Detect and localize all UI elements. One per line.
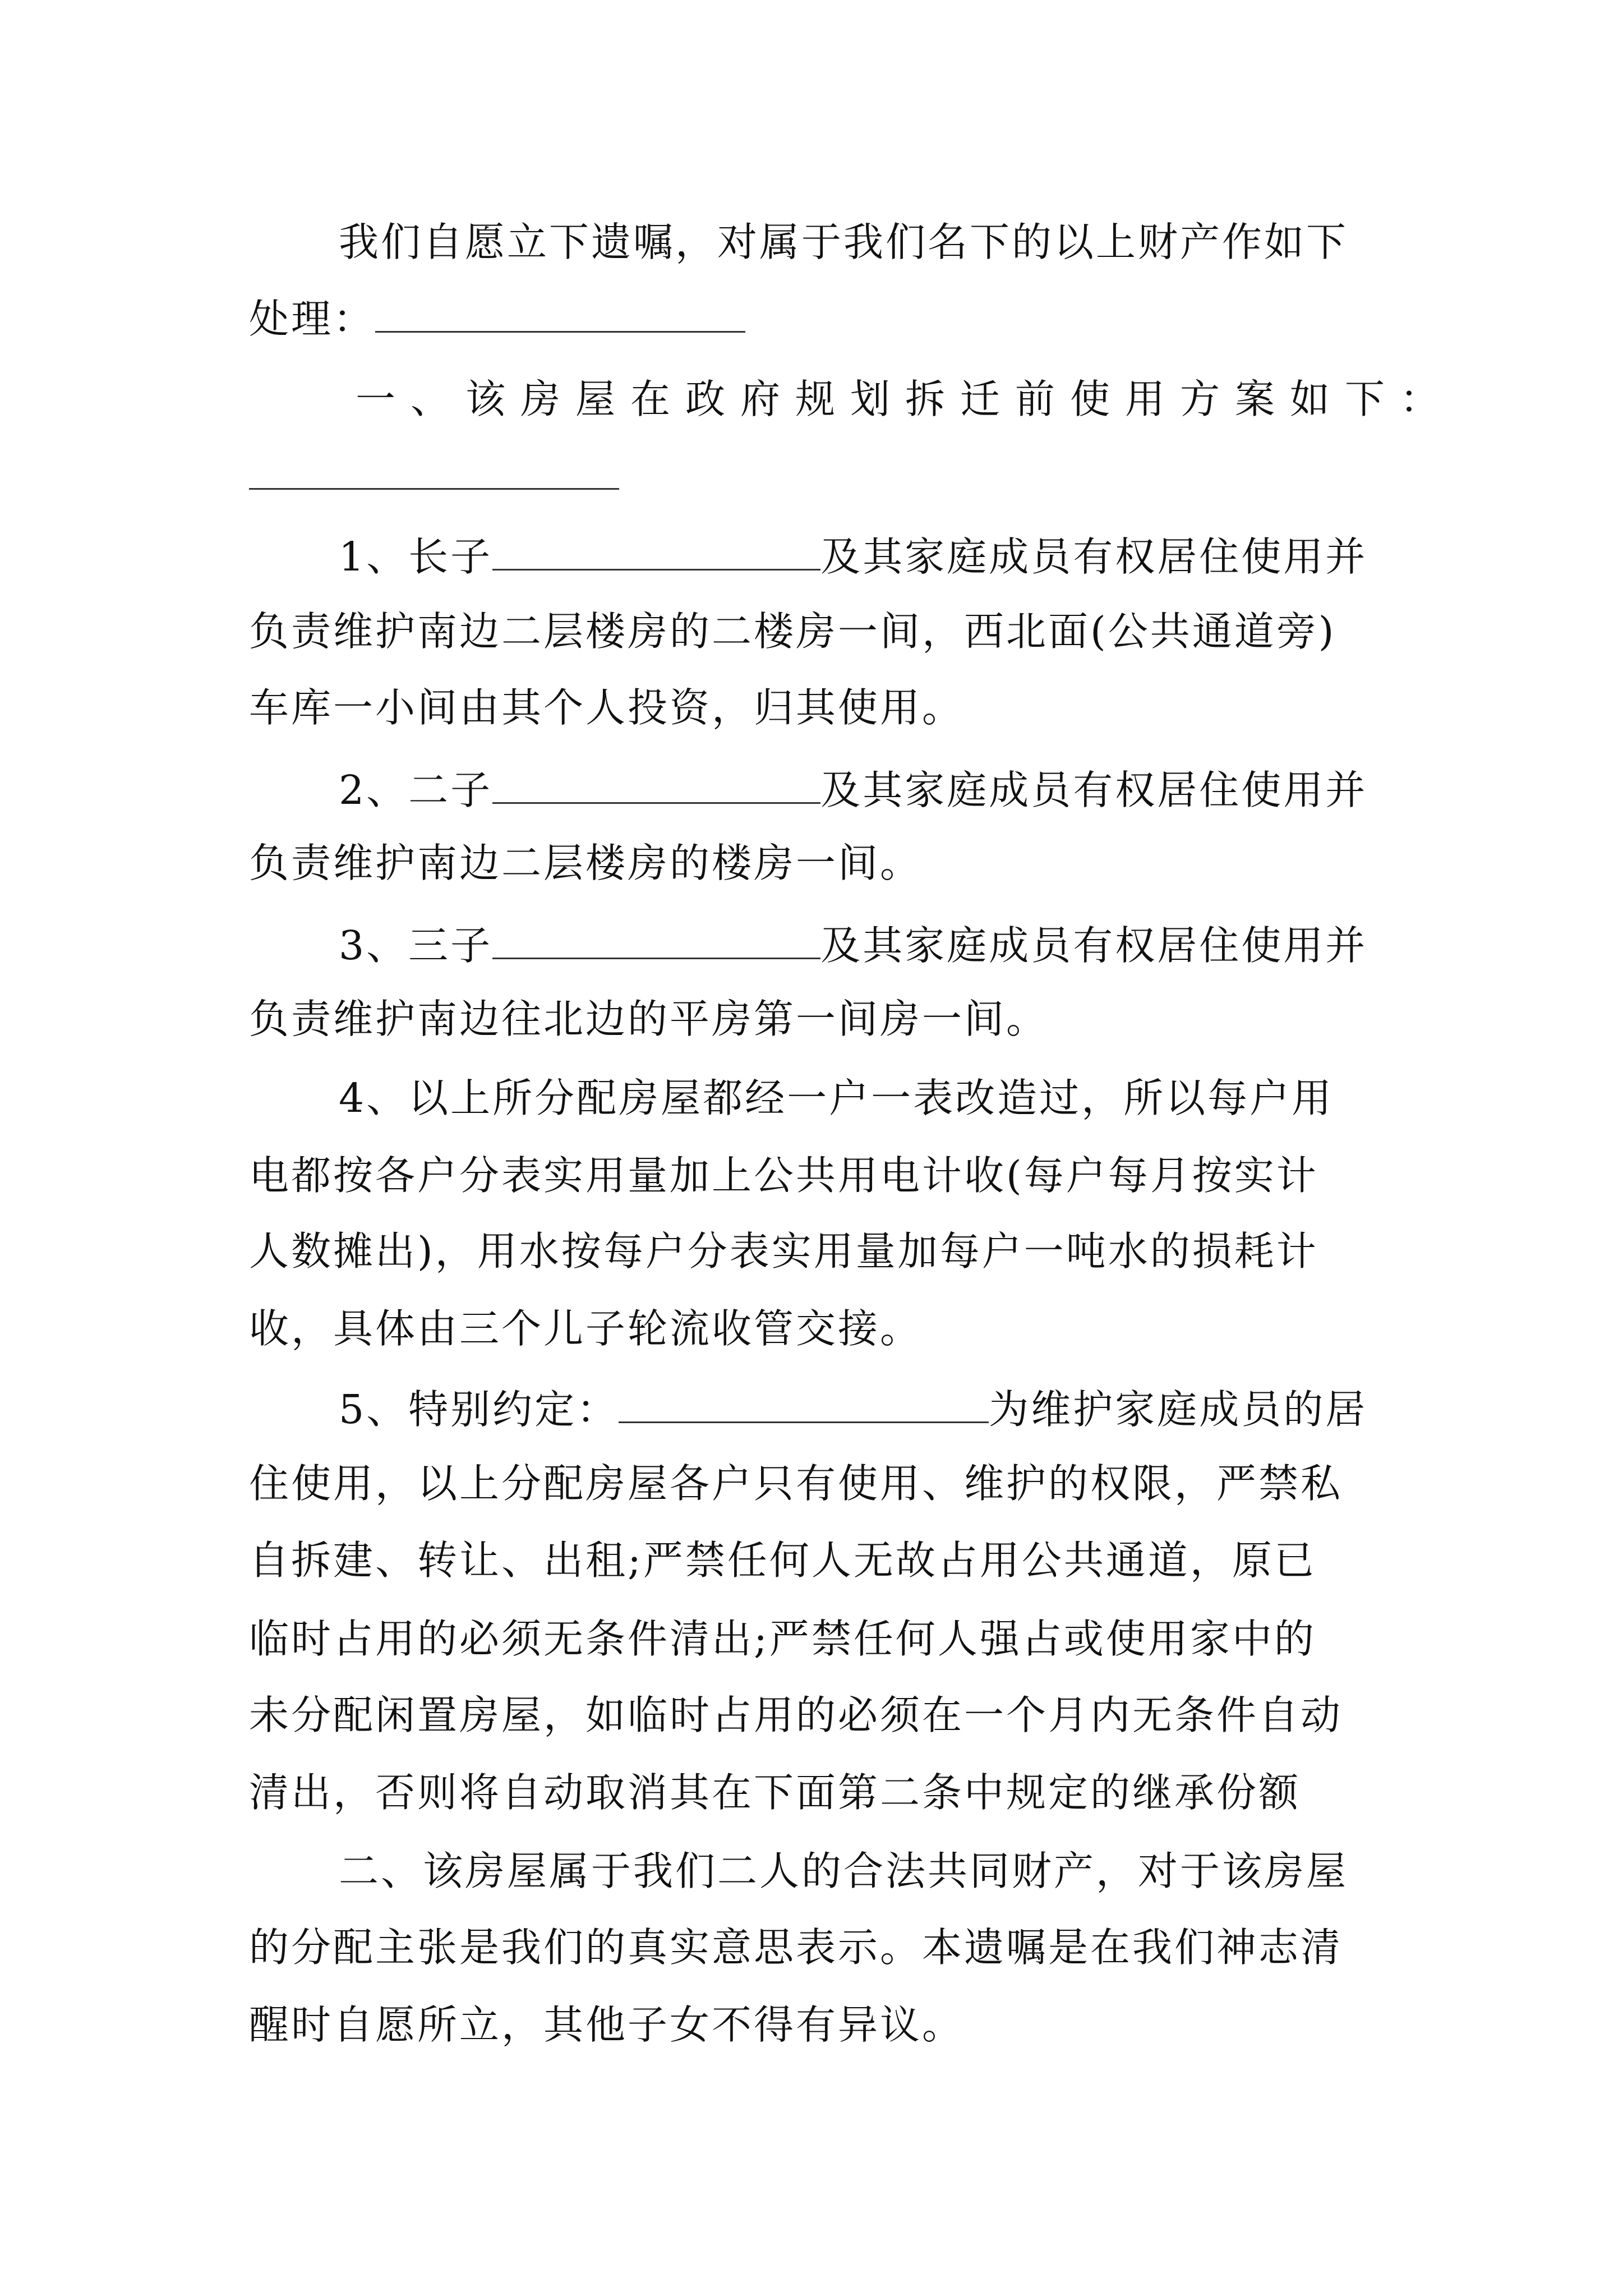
item2-text: 及其家庭成员有权居住使用并 [820, 767, 1368, 813]
item1-text: 及其家庭成员有权居住使用并 [820, 533, 1368, 580]
intro-line-2 [249, 296, 745, 342]
item1-line-3: 车库一小间由其个人投资，归其使用。 [249, 684, 965, 731]
item1-line-1 [339, 533, 1368, 580]
item4-line-3: 人数摊出)，用水按每户分表实用量加每户一吨水的损耗计 [249, 1228, 1318, 1274]
item3-line-1 [339, 922, 1368, 969]
item5-line-3: 自拆建、转让、出租;严禁任何人无故占用公共通道，原已 [249, 1537, 1316, 1584]
item5-line-6: 清出，否则将自动取消其在下面第二条中规定的继承份额 [249, 1769, 1301, 1816]
intro-label: 处理： [249, 296, 376, 342]
item3-text: 及其家庭成员有权居住使用并 [820, 922, 1368, 969]
intro-blank [375, 296, 745, 333]
item5-line-5: 未分配闲置房屋，如临时占用的必须在一个月内无条件自动 [249, 1692, 1343, 1738]
item2-name-blank [492, 767, 820, 804]
item4-line-4: 收，具体由三个儿子轮流收管交接。 [249, 1305, 923, 1352]
item3-name-blank [492, 923, 820, 959]
item1-line-2: 负责维护南边二层楼房的二楼房一间，西北面(公共通道旁) [249, 608, 1336, 655]
section1-heading: 一、该房屋在政府规划拆迁前使用方案如下： [356, 376, 1455, 422]
item1-label: 1、长子 [339, 533, 493, 580]
item5-label: 5、特别约定： [339, 1386, 619, 1433]
intro-line-1: 我们自愿立下遗嘱，对属于我们名下的以上财产作如下 [339, 219, 1349, 265]
section2-line-3: 醒时自愿所立，其他子女不得有异议。 [249, 2001, 965, 2048]
item4-line-1: 4、以上所分配房屋都经一户一表改造过，所以每户用 [339, 1075, 1334, 1121]
item5-line-2: 住使用，以上分配房屋各户只有使用、维护的权限，严禁私 [249, 1460, 1343, 1507]
item2-line-2: 负责维护南边二层楼房的楼房一间。 [249, 840, 923, 886]
item4-line-2: 电都按各户分表实用量加上公共用电计收(每户每月按实计 [249, 1152, 1318, 1199]
item3-line-2: 负责维护南边往北边的平房第一间房一间。 [249, 996, 1049, 1042]
item5-line-4: 临时占用的必须无条件清出;严禁任何人强占或使用家中的 [249, 1616, 1316, 1662]
item2-line-1 [339, 767, 1368, 813]
item3-label: 3、三子 [339, 922, 493, 969]
item1-name-blank [492, 534, 820, 570]
item5-text: 为维护家庭成员的居 [989, 1386, 1368, 1433]
item2-label: 2、二子 [339, 767, 493, 813]
item5-blank [619, 1387, 989, 1423]
item5-line-1 [339, 1386, 1368, 1433]
section1-blank-line [249, 488, 619, 490]
section2-line-2: 的分配主张是我们的真实意思表示。本遗嘱是在我们神志清 [249, 1924, 1343, 1971]
section2-line-1: 二、该房屋属于我们二人的合法共同财产，对于该房屋 [339, 1848, 1349, 1894]
